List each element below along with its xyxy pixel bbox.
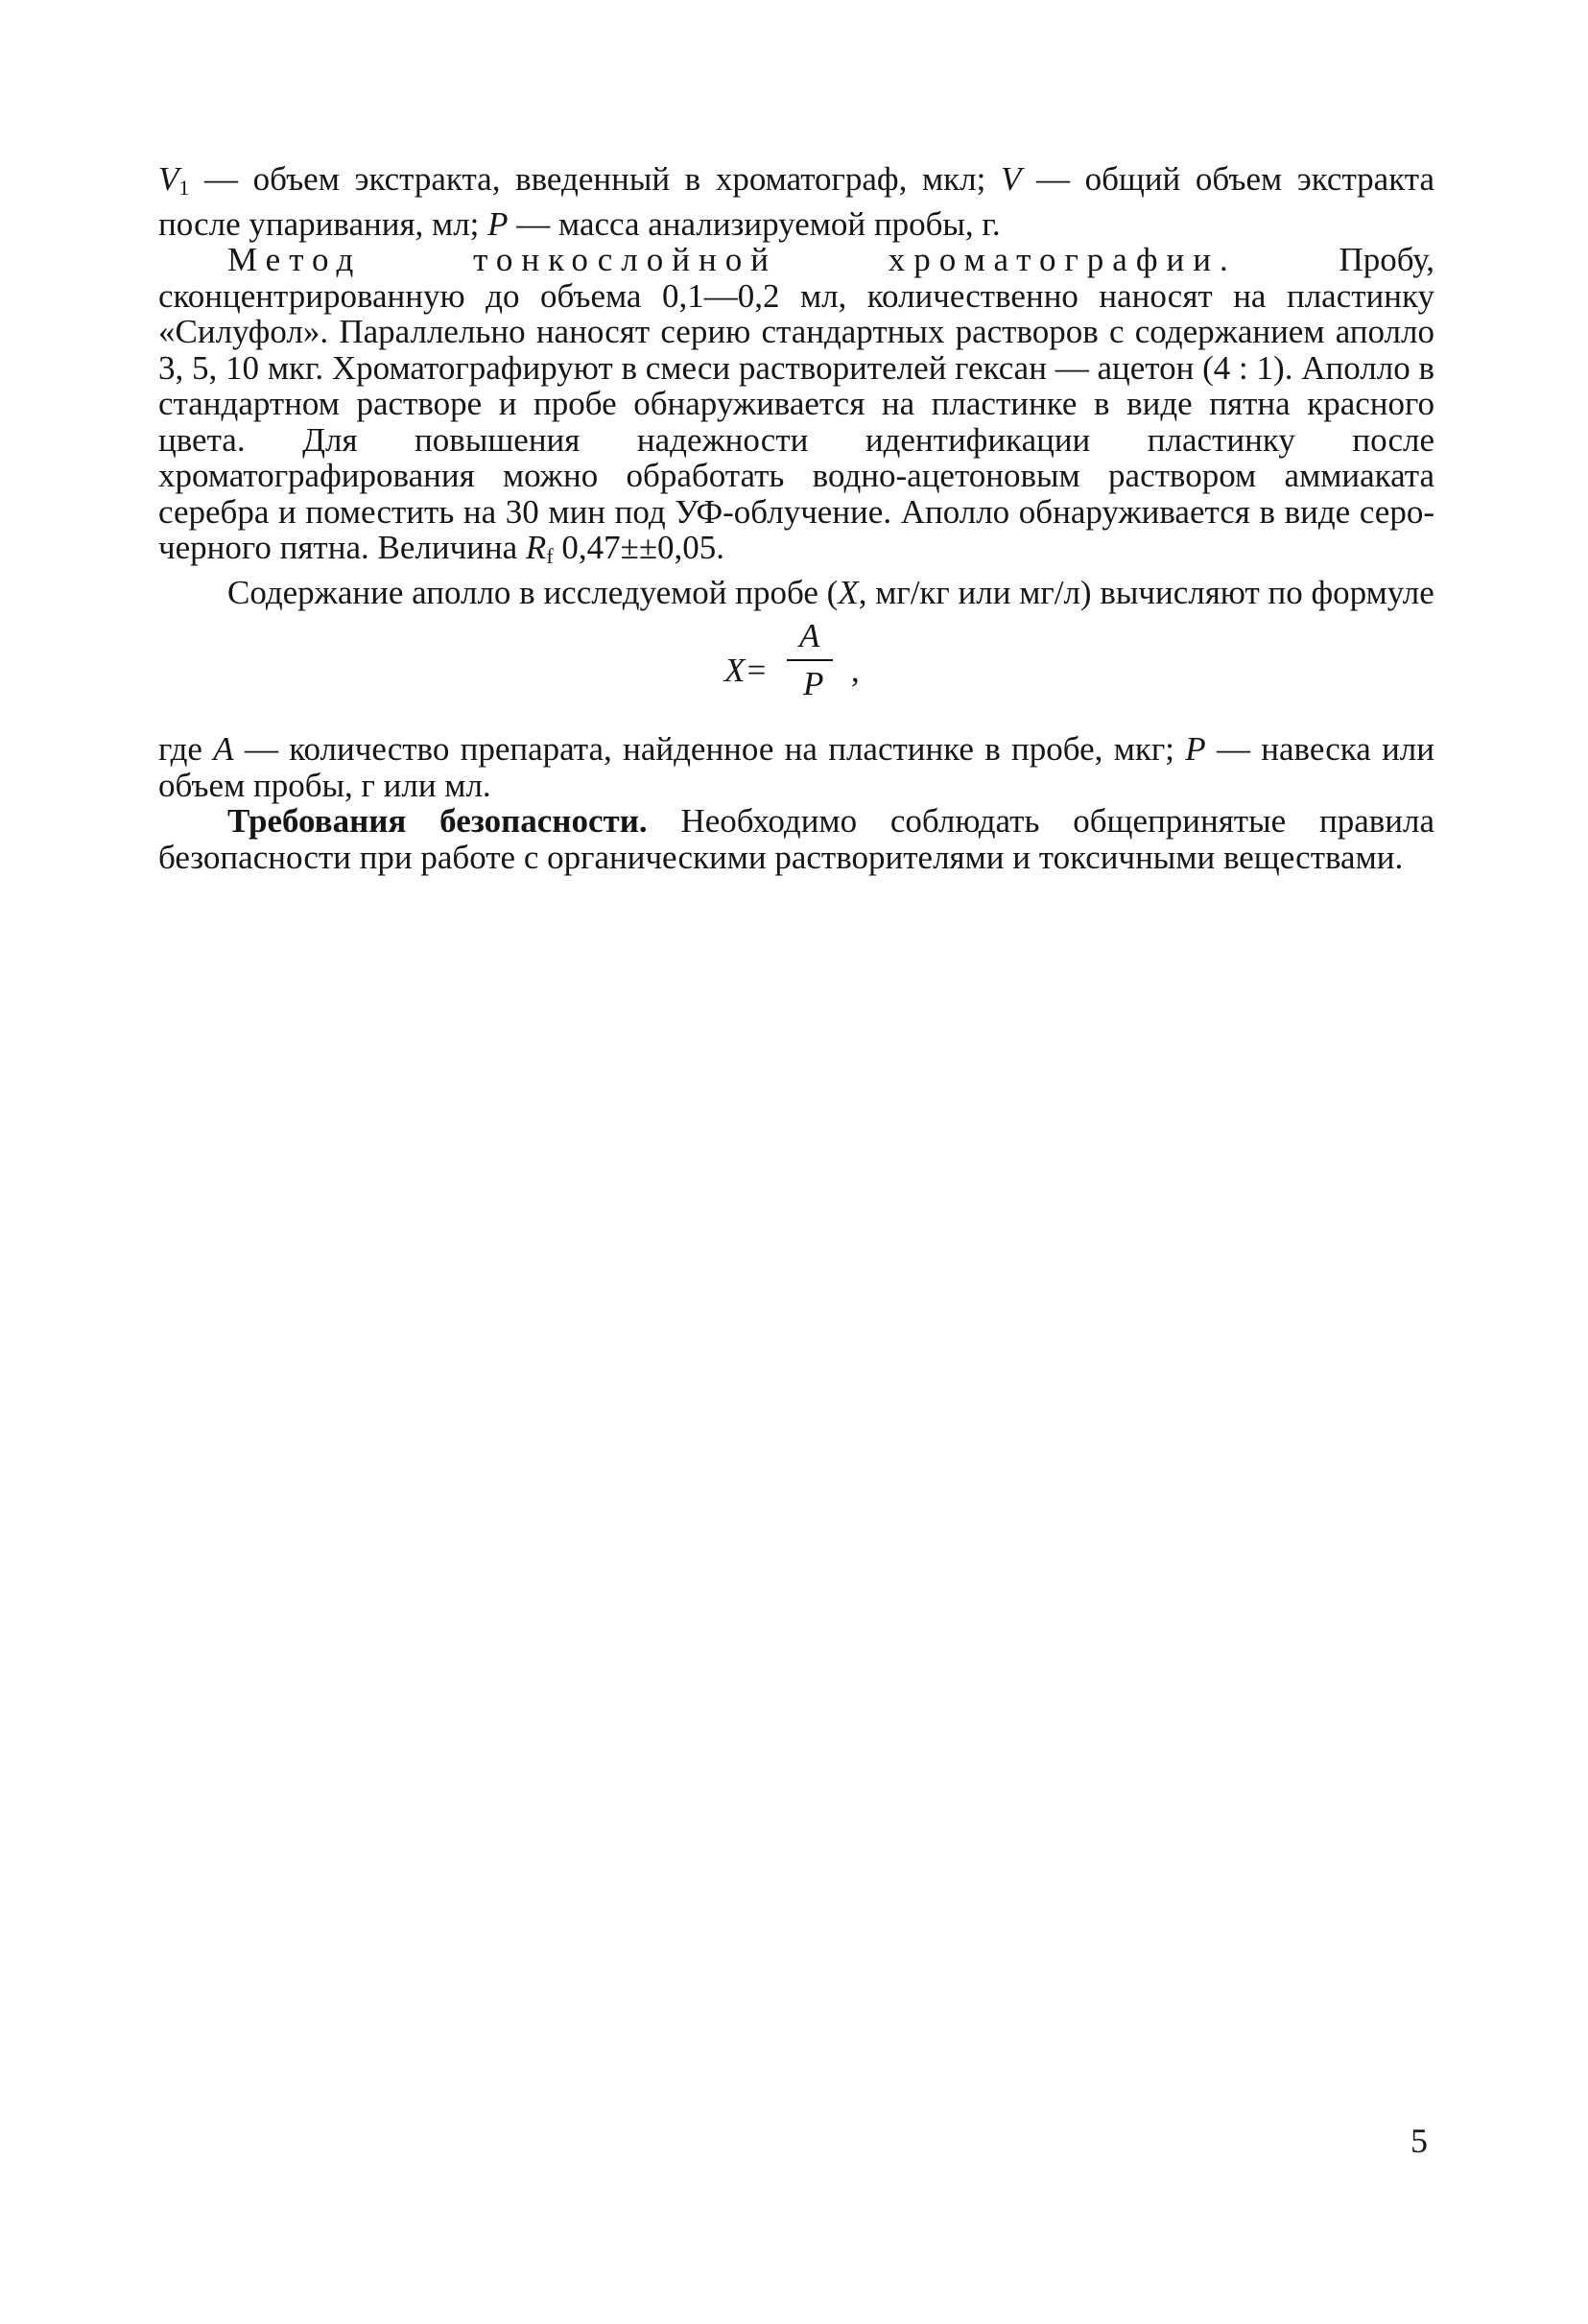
page-number: 5: [1410, 2122, 1428, 2160]
paragraph-safety: Требования безопасности. Необходимо соблюдать общепринятые правила безопасности при работе с органическими растворителями и токсичными веществами.: [158, 802, 1434, 876]
section-heading-safety: Требования безопасности.: [227, 802, 648, 840]
paragraph-tlc-method: Метод тонкослойной хроматографии. Пробу, сконцентрированную до объема 0,1—0,2 мл, количественно наносят на пластинку «Силуфол». Параллельно наносят серию стандартных растворов с содержанием аполло 3, 5, 10 мкг. Хроматографируют в смеси растворителей гексан — ацетон (4 : 1). Аполло в стандартном растворе и пробе обнаруживается на пластинке в виде пятна красного цвета. Для повышения надежности идентификации пластинку после хроматографирования можно обработать водно-ацетоновым раствором аммиаката серебра и поместить на 30 мин под УФ-облучение. Аполло обнаруживается в виде серо-черного пятна. Величина $R_f$ 0,47±±0,05.: [158, 241, 1435, 568]
paragraph-where: где A — количество препарата, найденное на пластинке в пробе, мкг; P — навеска или объем пробы, г или мл.: [158, 730, 1435, 804]
formula-numerator: A: [799, 617, 820, 654]
symbol-rf: R: [525, 529, 547, 566]
symbol-a: A: [213, 730, 234, 768]
paragraph-variables: $V_1$ — объем экстракта, введенный в хроматограф, мкл; V — общий объем экстракта после упаривания, мл; P — масса анализируемой пробы, г.: [158, 160, 1434, 243]
formula: [158, 618, 1434, 725]
symbol-v1: V: [158, 160, 179, 198]
symbol-x: X: [838, 573, 859, 611]
symbol-rf-subscript: f: [546, 544, 554, 568]
text-block: [158, 161, 1434, 875]
paragraph-content-calc: Содержание аполло в исследуемой пробе (X, мг/кг или мг/л) вычисляют по формуле: [227, 573, 1434, 611]
symbol-p: P: [487, 204, 509, 243]
formula-comma: ,: [851, 652, 860, 689]
symbol-v: V: [1000, 160, 1022, 198]
fraction-bar: [787, 659, 833, 661]
symbol-p-2: P: [1185, 730, 1206, 768]
formula-lhs: X=: [724, 652, 768, 689]
formula-denominator: P: [803, 665, 824, 702]
section-heading-tlc: Метод тонкослойной хроматографии.: [227, 241, 1237, 278]
symbol-v1-subscript: 1: [178, 176, 190, 200]
